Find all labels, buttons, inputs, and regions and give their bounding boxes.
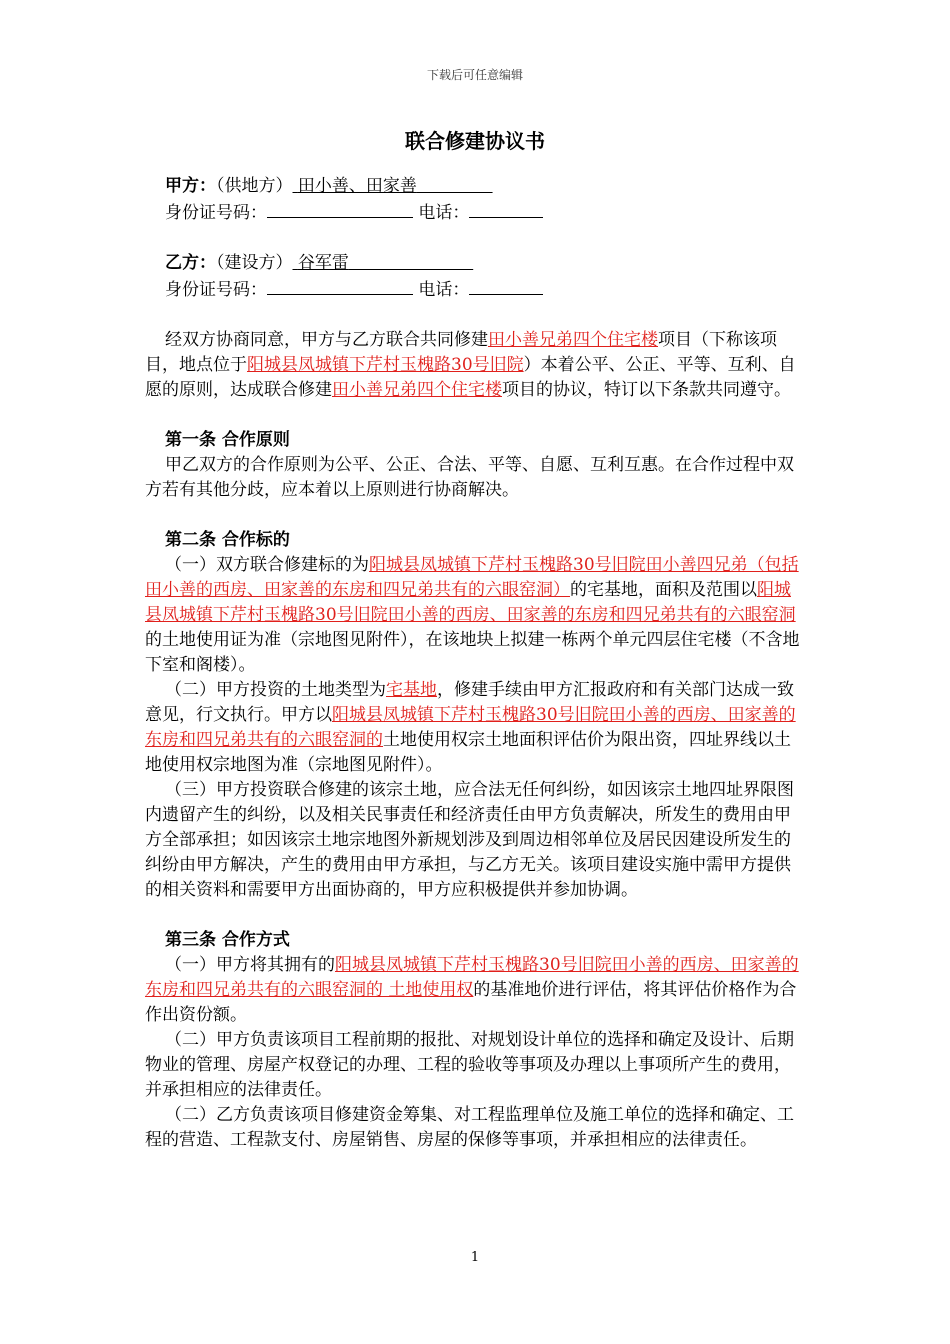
party-a-name: 田小善、田家善 (297, 176, 417, 196)
party-a-line (145, 174, 805, 199)
party-b-phone-label: 电话： (418, 280, 470, 300)
party-a-id-field (267, 199, 413, 218)
article-2-clause-2 (145, 678, 805, 778)
party-b-phone-field (469, 276, 543, 295)
clause-text: 土地使用权宗土地面积评估价为限出资，四址界线以土地使用权宗地图为准（宗地图见附件）。 (145, 730, 791, 775)
party-b-line (145, 251, 805, 276)
party-b-id-line (145, 276, 805, 303)
article-3-clause-2: （二）甲方负责该项目工程前期的报批、对规划设计单位的选择和确定及设计、后期物业的管理、房屋产权登记的办理、工程的验收等事项及办理以上事项所产生的费用，并承担相应的法律责任。 (145, 1030, 794, 1100)
intro-project-name-2: 田小善兄弟四个住宅楼 (332, 380, 502, 400)
article-2-clause-3: （三）甲方投资联合修建的该宗土地，应合法无任何纠纷，如因该宗土地四址界限图内遗留产生的纠纷，以及相关民事责任和经济责任由甲方负责解决，所发生的费用由甲方全部承担；如因该宗土地宗地图外新规划涉及到周边相邻单位及居民因建设所发生的纠纷由甲方解决，产生的费用由甲方承担，与乙方无关。该项目建设实施中需甲方提供的相关资料和需要甲方出面协商的，甲方应积极提供并参加协调。 (145, 780, 794, 900)
party-b-role: （建设方） (216, 253, 293, 273)
party-a-id-line (145, 199, 805, 226)
party-b-id-label: 身份证号码： (165, 280, 267, 300)
clause-text: 的基准地价进行评估，将其评估价格作为合作出资份额。 (145, 980, 797, 1025)
page-header: 下载后可任意编辑 (426, 68, 523, 82)
clause-text: ，修建手续由甲方汇报政府和有关部门达成一致意见，行文执行。甲方以 (145, 680, 794, 725)
intro-paragraph (145, 328, 805, 403)
clause-red-text: 阳城县凤城镇下芹村玉槐路30号旧院田小善的西房、田家善的东房和四兄弟共有的六眼窑洞的 (145, 705, 796, 750)
intro-text-2: 项目（下称该项目，地点位于 (145, 330, 777, 375)
intro-text-4: 项目的协议，特订以下条款共同遵守。 (502, 380, 791, 400)
intro-location: 阳城县凤城镇下芹村玉槐路30号旧院 (247, 355, 524, 375)
article-1-text: 甲乙双方的合作原则为公平、公正、合法、平等、自愿、互利互惠。在合作过程中双方若有其他分歧，应本着以上原则进行协商解决。 (145, 455, 794, 500)
clause-text: （一）双方联合修建标的为 (165, 555, 369, 575)
clause-text: （二）甲方投资的土地类型为 (165, 680, 386, 700)
party-a-phone-label: 电话： (418, 203, 470, 223)
clause-red-text: 阳城县凤城镇下芹村玉槐路30号旧院田小善的西房、田家善的东房和四兄弟共有的六眼窑洞的 土地使用权 (145, 955, 799, 1000)
party-b-name: 谷军雷 (297, 253, 349, 273)
party-b-id-field (267, 276, 413, 295)
intro-project-name: 田小善兄弟四个住宅楼 (488, 330, 658, 350)
article-2-clause-1 (145, 553, 805, 678)
article-3-clause-1 (145, 953, 805, 1028)
article-1-heading: 第一条 合作原则 (165, 430, 290, 450)
party-a-name-field (293, 176, 493, 196)
intro-text-1: 经双方协商同意，甲方与乙方联合共同修建 (165, 330, 488, 350)
party-b-name-field (293, 253, 474, 273)
party-a-id-label: 身份证号码： (165, 203, 267, 223)
clause-red-text: 宅基地 (386, 680, 437, 700)
page-number: 1 (470, 1250, 480, 1265)
party-a-label: 甲方： (165, 176, 216, 196)
article-3-clause-3: （二）乙方负责该项目修建资金筹集、对工程监理单位及施工单位的选择和确定、工程的营造、工程款支付、房屋销售、房屋的保修等事项，并承担相应的法律责任。 (145, 1105, 794, 1150)
clause-red-text: 阳城县凤城镇下芹村玉槐路30号旧院田小善的西房、田家善的东房和四兄弟共有的六眼窑洞 (145, 580, 796, 625)
article-3-heading: 第三条 合作方式 (165, 930, 290, 950)
party-b-label: 乙方： (165, 253, 216, 273)
clause-text: （一）甲方将其拥有的 (165, 955, 335, 975)
article-2-heading: 第二条 合作标的 (165, 530, 290, 550)
document-title: 联合修建协议书 (405, 129, 545, 153)
clause-text: 的宅基地，面积及范围以 (570, 580, 757, 600)
clause-red-text: 阳城县凤城镇下芹村玉槐路30号旧院田小善四兄弟（包括田小善的西房、田家善的东房和四兄弟共有的六眼窑洞） (145, 555, 799, 600)
party-a-role: （供地方） (216, 176, 293, 196)
document-body (145, 174, 805, 1153)
clause-text: 的土地使用证为准（宗地图见附件），在该地块上拟建一栋两个单元四层住宅楼（不含地下室和阁楼）。 (145, 630, 800, 675)
party-a-phone-field (469, 199, 543, 218)
intro-text-3: ）本着公平、公正、平等、互利、自愿的原则，达成联合修建 (145, 355, 796, 400)
